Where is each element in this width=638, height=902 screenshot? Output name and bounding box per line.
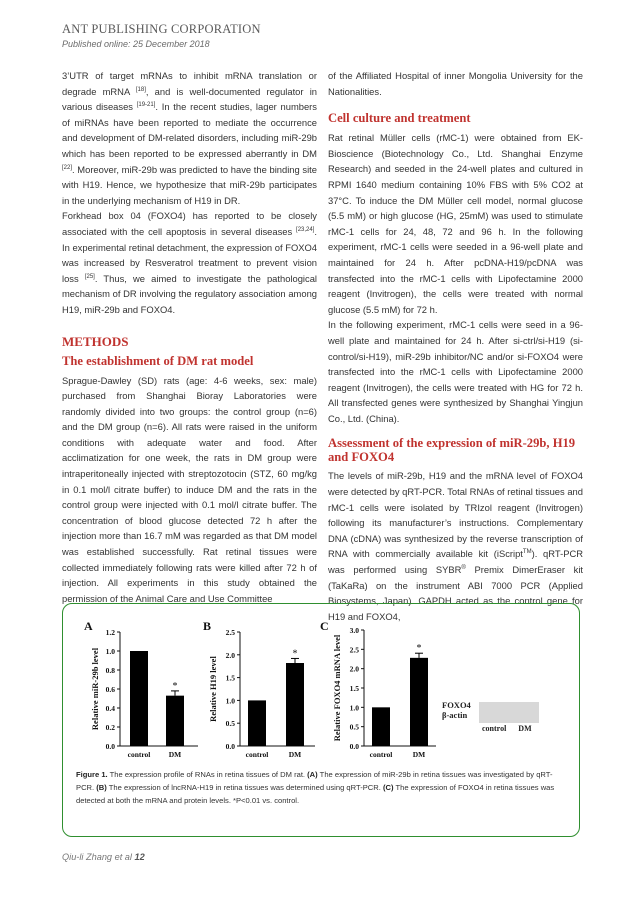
y-tick-label: 1.0: [105, 647, 115, 656]
y-tick-label: 1.5: [349, 684, 359, 693]
y-tick-label: 0.8: [105, 666, 115, 675]
y-tick-label: 3.0: [349, 626, 359, 635]
blot-group-dm: DM: [518, 724, 532, 733]
blot-label-actin: β-actin: [442, 710, 468, 720]
y-tick-label: 0.4: [105, 704, 115, 713]
right-column: [328, 68, 583, 624]
svg-text:C: C: [320, 619, 329, 633]
cell-culture-paragraph-2: In the following experiment, rMC-1 cells were seed in a 96-well plate and maintained for 24 h. After si-ctrl/si-H19 (si-control/si-H19), miR-29b inhibitor/NC and/or si-FOXO4 were transfected into the rMC-1 cells with Lipofectamine 2000 reagent (Invitrogen), the cells were treated with HG for 72 h. All transfected genes were synthesized by Shanghai Yingjun Co., Ltd. (China).: [328, 319, 583, 424]
blot-group-control: control: [482, 724, 507, 733]
y-axis-label: Relative FOXO4 mRNA level: [332, 634, 342, 742]
y-tick-label: 2.5: [225, 628, 235, 637]
y-tick-label: 2.0: [225, 650, 235, 660]
cell-culture-heading: Cell culture and treatment: [328, 111, 471, 126]
assessment-paragraph: The levels of miR-29b, H19 and the mRNA level of FOXO4 were detected by qRT-PCR. Total RNAs of retinal tissues and rMC-1 cells were isolated by TRIzol reagent (Invitrogen) following its manufacturer’s instructions. Complementary DNA (cDNA) was synthesized by the reverse transcription of RNA with commercially available kit (iScript™). qRT-PCR was performed using SYBR® Premix DimerEraser kit (TaKaRa) on the instrument ABI 7000 PCR (Applied Biosystems, Japan). GAPDH acted as the control gene for H19 and FOXO4,: [328, 470, 584, 622]
category-label: control: [369, 750, 393, 759]
significance-marker: *: [172, 680, 178, 692]
significance-marker: *: [292, 648, 298, 660]
y-tick-label: 0.2: [105, 723, 115, 732]
citation[interactable]: [23,24]: [296, 226, 315, 233]
publisher-name: ANT PUBLISHING CORPORATION: [62, 22, 261, 36]
citation[interactable]: [22]: [62, 164, 73, 171]
intro-paragraph-2: Forkhead box 04 (FOXO4) has reported to be closely associated with the cell apoptosis in several diseases [23,24]. In experimental retinal detachment, the expression of FOXO4 was increased by Resveratrol treatment to prevent vision loss [25]. Thus, we aimed to investigate the pathological mechanism of DR involving the regulatory association among H19, miR-29b and FOXO4.: [62, 210, 317, 315]
y-axis-label: Relative miR-29b level: [90, 647, 100, 731]
y-tick-label: 1.2: [105, 628, 115, 637]
category-label: DM: [288, 750, 302, 759]
y-tick-label: 0.5: [225, 719, 235, 729]
significance-marker: *: [416, 643, 422, 655]
y-tick-label: 0.0: [349, 742, 359, 751]
dm-model-heading: The establishment of DM rat model: [62, 353, 254, 368]
category-label: DM: [168, 750, 182, 759]
category-label: control: [127, 750, 151, 759]
methods-heading: METHODS: [62, 333, 129, 349]
intro-paragraph-1: 3’UTR of target mRNAs to inhibit mRNA translation or degrade mRNA [18], and is well-documented regulator in various diseases [19-21]. In the recent studies, lager numbers of miRNAs have been reported to mediate the occurrence and development of DM-related disorders, including miR-29b which has been reported to be expressed aberrantly in DM [22]. Moreover, miR-29b was predicted to have the binding site with H19. Hence, we hypothesize that miR-29b participates in the underlying mechanism of H19 in DR.: [62, 70, 318, 206]
blot-label-foxo4: FOXO4: [442, 700, 471, 710]
y-tick-label: 0.0: [225, 742, 235, 751]
page-number: 12: [134, 852, 145, 862]
blot-labels: [442, 700, 471, 720]
y-tick-label: 0.5: [349, 722, 359, 732]
y-tick-label: 2.0: [349, 664, 359, 674]
publication-date: Published online: 25 December 2018: [62, 39, 210, 49]
page-header: [62, 22, 261, 49]
y-tick-label: 2.5: [349, 645, 359, 655]
caption-title: Figure 1.: [76, 770, 108, 779]
cell-culture-paragraph-1: Rat retinal Müller cells (rMC-1) were obtained from EK-Bioscience (Biotechnology Co., Ltd. Shanghai Enzyme Research) and seeded in the 24-well plates and cultured in RPMI 1640 medium containing 10% FBS with 5% CO2 at 37°C. To induce the DM Müller cell model, normal glucose (5.5 mM) or high glucose (HG, 25mM) was used to stimulate rMC-1 cells for 24, 48, 72 and 96 h. In the following experiment, rMC-1 cells were seeded in a 96-well plate and maintained for 24 h. After pcDNA-H19/pcDNA was transfected into the rMC-1 cells with Lipofectamine 2000 reagent (Invitrogen), the cells were treated with normal glucose (5.5 mM) for 72 h.: [328, 132, 583, 315]
left-column: [62, 68, 317, 606]
y-tick-label: 1.5: [225, 673, 235, 683]
svg-text:A: A: [84, 619, 93, 633]
ethics-continuation: of the Affiliated Hospital of inner Mongolia University for the Nationalities.: [328, 70, 583, 97]
svg-text:B: B: [203, 619, 212, 633]
y-tick-label: 0.0: [105, 742, 115, 751]
citation[interactable]: [18]: [135, 86, 146, 93]
category-label: DM: [412, 750, 426, 759]
category-label: control: [245, 750, 269, 759]
assessment-heading: Assessment of the expression of miR-29b, H19 and FOXO4: [328, 436, 576, 465]
y-tick-label: 1.0: [225, 696, 235, 706]
dm-model-paragraph: Sprague-Dawley (SD) rats (age: 4-6 weeks, sex: male) purchased from Shanghai Bioray Laboratories were randomly divided into two groups: the control group (n=6) and the DM group (n=6). All rats were raised in the uniform conditions with adequate water and food. After acclimatization for one week, the rats in DM group were intraperitoneally injected with streptozotocin (STZ, 60 mg/kg in 0.1 mol/l citrate buffer) to induce DM and the rats in the control group were injected with 0.1 mol/l citrate buffer. The concentration of blood glucose detected 72 h after the injection more than 16.7 mM was regarded as that DM model was established successfully. Rat retinal tissues were collected immediately following rats were killed after 72 h of injection. All experiments in this study obtained the permission of the Animal Care and Use Committee: [62, 374, 317, 604]
footer-author: Qiu-li Zhang et al: [62, 852, 132, 862]
y-tick-label: 1.0: [349, 703, 359, 713]
y-axis-label: Relative H19 level: [208, 656, 218, 722]
y-tick-label: 0.6: [105, 685, 115, 694]
blot-group-labels: [482, 724, 532, 733]
figure-caption: Figure 1. The expression profile of RNAs in retina tissues of DM rat. (A) The expression of miR-29b in retina tissues was investigated by qRT-PCR. (B) The expression of lncRNA-H19 in retina tissues was determined using qRT-PCR. (C) The expression of FOXO4 in retina tissues was detected at both the mRNA and protein levels. *P<0.01 vs. control.: [76, 770, 555, 805]
page-footer: [62, 852, 145, 862]
citation[interactable]: [25]: [84, 273, 95, 280]
citation[interactable]: [19-21]: [136, 102, 156, 109]
